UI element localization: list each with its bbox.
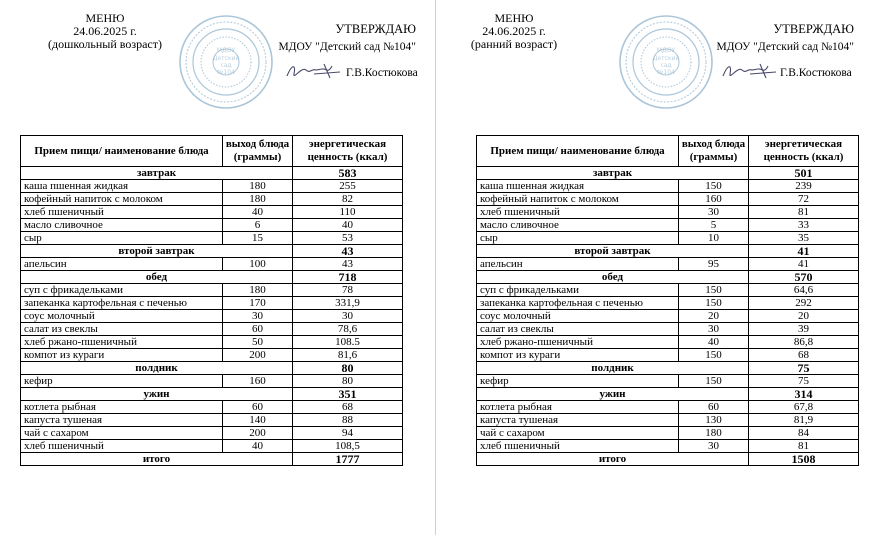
dish-yield: 150 <box>679 180 749 193</box>
dish-kcal: 43 <box>293 258 403 271</box>
dish-row <box>477 375 859 388</box>
dish-name: апельсин <box>21 258 223 271</box>
dish-name: кефир <box>21 375 223 388</box>
dish-row <box>477 206 859 219</box>
dish-yield: 50 <box>223 336 293 349</box>
grand-total-value: 1777 <box>293 453 403 466</box>
dish-name: чай с сахаром <box>21 427 223 440</box>
round-seal-stamp <box>178 14 274 110</box>
dish-name: суп с фрикадельками <box>21 284 223 297</box>
dish-name: капуста тушеная <box>21 414 223 427</box>
dish-row <box>477 323 859 336</box>
dish-yield: 30 <box>679 206 749 219</box>
meal-name: обед <box>477 271 749 284</box>
dish-yield: 95 <box>679 258 749 271</box>
dish-row <box>477 401 859 414</box>
dish-kcal: 86,8 <box>749 336 859 349</box>
meal-total-kcal: 80 <box>293 362 403 375</box>
dish-yield: 180 <box>679 427 749 440</box>
meal-name: завтрак <box>21 167 293 180</box>
svg-text:Детский: Детский <box>652 55 680 62</box>
dish-row <box>21 310 403 323</box>
meal-section-row <box>477 167 859 180</box>
meal-total-kcal: 501 <box>749 167 859 180</box>
column-header-dish: Прием пищи/ наименование блюда <box>477 136 679 167</box>
dish-yield: 20 <box>679 310 749 323</box>
dish-row <box>477 310 859 323</box>
dish-kcal: 30 <box>293 310 403 323</box>
column-header-yield: выход блюда (граммы) <box>223 136 293 167</box>
dish-kcal: 75 <box>749 375 859 388</box>
dish-name: сыр <box>21 232 223 245</box>
dish-kcal: 82 <box>293 193 403 206</box>
dish-name: соус молочный <box>477 310 679 323</box>
dish-yield: 30 <box>223 310 293 323</box>
dish-yield: 150 <box>679 297 749 310</box>
svg-text:Детский: Детский <box>212 55 240 62</box>
meal-name: второй завтрак <box>21 245 293 258</box>
column-header-yield: выход блюда (граммы) <box>679 136 749 167</box>
dish-row <box>21 219 403 232</box>
dish-kcal: 84 <box>749 427 859 440</box>
dish-yield: 150 <box>679 349 749 362</box>
menu-age-group: (дошкольный возраст) <box>48 37 162 51</box>
dish-row <box>21 349 403 362</box>
approval-label: УТВЕРЖДАЮ <box>335 22 416 36</box>
svg-text:МДОУ: МДОУ <box>656 47 676 54</box>
dish-name: салат из свеклы <box>21 323 223 336</box>
dish-yield: 180 <box>223 284 293 297</box>
dish-row <box>477 180 859 193</box>
dish-kcal: 64,6 <box>749 284 859 297</box>
dish-yield: 150 <box>679 284 749 297</box>
meal-section-row <box>21 167 403 180</box>
dish-name: запеканка картофельная с печенью <box>477 297 679 310</box>
dish-kcal: 39 <box>749 323 859 336</box>
meal-total-kcal: 583 <box>293 167 403 180</box>
dish-name: хлеб ржано-пшеничный <box>21 336 223 349</box>
dish-yield: 30 <box>679 323 749 336</box>
dish-name: каша пшенная жидкая <box>21 180 223 193</box>
dish-name: апельсин <box>477 258 679 271</box>
dish-row <box>477 336 859 349</box>
dish-name: компот из кураги <box>477 349 679 362</box>
dish-kcal: 88 <box>293 414 403 427</box>
dish-kcal: 81 <box>749 206 859 219</box>
meal-total-kcal: 351 <box>293 388 403 401</box>
dish-row <box>21 284 403 297</box>
approval-label: УТВЕРЖДАЮ <box>773 22 854 36</box>
menu-sheet-early-age <box>440 0 884 535</box>
dish-yield: 10 <box>679 232 749 245</box>
dish-row <box>477 219 859 232</box>
dish-row <box>21 206 403 219</box>
menu-table <box>20 135 403 466</box>
meal-total-kcal: 75 <box>749 362 859 375</box>
dish-kcal: 40 <box>293 219 403 232</box>
menu-table <box>476 135 859 466</box>
dish-yield: 200 <box>223 349 293 362</box>
grand-total-row <box>477 453 859 466</box>
dish-kcal: 67,8 <box>749 401 859 414</box>
meal-name: завтрак <box>477 167 749 180</box>
signer-name: Г.В.Костюкова <box>780 67 852 79</box>
dish-row <box>21 258 403 271</box>
menu-title: МЕНЮ <box>494 11 534 25</box>
round-seal-stamp <box>618 14 714 110</box>
meal-section-row <box>21 245 403 258</box>
grand-total-label: итого <box>21 453 293 466</box>
approval-block <box>270 22 416 53</box>
dish-name: салат из свеклы <box>477 323 679 336</box>
column-header-energy: энергетическая ценность (ккал) <box>293 136 403 167</box>
dish-yield: 100 <box>223 258 293 271</box>
menu-age-group: (ранний возраст) <box>470 37 558 51</box>
dish-row <box>477 297 859 310</box>
dish-kcal: 68 <box>749 349 859 362</box>
column-header-dish: Прием пищи/ наименование блюда <box>21 136 223 167</box>
menu-header <box>40 12 170 51</box>
organization-name: МДОУ "Детский сад №104" <box>278 41 416 53</box>
dish-name: сыр <box>477 232 679 245</box>
dish-kcal: 80 <box>293 375 403 388</box>
meal-total-kcal: 43 <box>293 245 403 258</box>
meal-section-row <box>21 388 403 401</box>
dish-kcal: 53 <box>293 232 403 245</box>
dish-kcal: 41 <box>749 258 859 271</box>
column-header-energy: энергетическая ценность (ккал) <box>749 136 859 167</box>
dish-name: кофейный напиток с молоком <box>477 193 679 206</box>
signature <box>720 60 780 82</box>
dish-row <box>477 232 859 245</box>
dish-kcal: 255 <box>293 180 403 193</box>
meal-name: второй завтрак <box>477 245 749 258</box>
meal-total-kcal: 41 <box>749 245 859 258</box>
dish-yield: 40 <box>223 206 293 219</box>
meal-name: полдник <box>477 362 749 375</box>
menu-header <box>454 12 574 51</box>
meal-section-row <box>477 362 859 375</box>
dish-yield: 160 <box>679 193 749 206</box>
grand-total-label: итого <box>477 453 749 466</box>
dish-row <box>21 232 403 245</box>
svg-text:сад: сад <box>220 62 232 69</box>
dish-yield: 180 <box>223 180 293 193</box>
dish-name: хлеб пшеничный <box>477 440 679 453</box>
grand-total-value: 1508 <box>749 453 859 466</box>
dish-row <box>477 440 859 453</box>
dish-yield: 160 <box>223 375 293 388</box>
menu-date: 24.06.2025 г. <box>73 24 137 38</box>
dish-kcal: 292 <box>749 297 859 310</box>
dish-name: чай с сахаром <box>477 427 679 440</box>
dish-name: капуста тушеная <box>477 414 679 427</box>
dish-row <box>477 427 859 440</box>
dish-yield: 130 <box>679 414 749 427</box>
meal-section-row <box>21 362 403 375</box>
dish-name: хлеб ржано-пшеничный <box>477 336 679 349</box>
dish-kcal: 33 <box>749 219 859 232</box>
dish-kcal: 94 <box>293 427 403 440</box>
meal-name: обед <box>21 271 293 284</box>
dish-row <box>21 323 403 336</box>
dish-kcal: 110 <box>293 206 403 219</box>
dish-row <box>21 440 403 453</box>
dish-name: хлеб пшеничный <box>21 206 223 219</box>
organization-name: МДОУ "Детский сад №104" <box>716 41 854 53</box>
dish-name: котлета рыбная <box>477 401 679 414</box>
signature <box>284 60 344 82</box>
svg-text:сад: сад <box>660 62 672 69</box>
menu-title: МЕНЮ <box>85 11 125 25</box>
dish-yield: 60 <box>223 401 293 414</box>
dish-kcal: 20 <box>749 310 859 323</box>
dish-name: соус молочный <box>21 310 223 323</box>
dish-row <box>21 297 403 310</box>
svg-text:МДОУ: МДОУ <box>216 47 236 54</box>
svg-text:№104: №104 <box>217 69 235 76</box>
dish-kcal: 331,9 <box>293 297 403 310</box>
dish-kcal: 35 <box>749 232 859 245</box>
meal-section-row <box>477 388 859 401</box>
dish-name: масло сливочное <box>21 219 223 232</box>
dish-name: каша пшенная жидкая <box>477 180 679 193</box>
dish-yield: 30 <box>679 440 749 453</box>
grand-total-row <box>21 453 403 466</box>
meal-name: полдник <box>21 362 293 375</box>
dish-name: хлеб пшеничный <box>477 206 679 219</box>
dish-name: кофейный напиток с молоком <box>21 193 223 206</box>
dish-row <box>477 284 859 297</box>
dish-kcal: 68 <box>293 401 403 414</box>
meal-total-kcal: 570 <box>749 271 859 284</box>
dish-kcal: 78 <box>293 284 403 297</box>
dish-yield: 150 <box>679 375 749 388</box>
dish-yield: 15 <box>223 232 293 245</box>
dish-kcal: 78,6 <box>293 323 403 336</box>
signer-name: Г.В.Костюкова <box>346 67 418 79</box>
dish-row <box>477 414 859 427</box>
dish-kcal: 72 <box>749 193 859 206</box>
dish-yield: 60 <box>223 323 293 336</box>
dish-yield: 6 <box>223 219 293 232</box>
dish-kcal: 81 <box>749 440 859 453</box>
menu-sheet-preschool <box>0 0 436 535</box>
dish-row <box>21 180 403 193</box>
meal-total-kcal: 314 <box>749 388 859 401</box>
dish-yield: 40 <box>223 440 293 453</box>
meal-name: ужин <box>21 388 293 401</box>
dish-kcal: 81,9 <box>749 414 859 427</box>
dish-yield: 5 <box>679 219 749 232</box>
dish-name: хлеб пшеничный <box>21 440 223 453</box>
dish-yield: 60 <box>679 401 749 414</box>
dish-row <box>21 414 403 427</box>
dish-kcal: 239 <box>749 180 859 193</box>
dish-name: кефир <box>477 375 679 388</box>
dish-row <box>21 375 403 388</box>
dish-kcal: 108,5 <box>293 440 403 453</box>
dish-yield: 40 <box>679 336 749 349</box>
dish-yield: 200 <box>223 427 293 440</box>
approval-block <box>708 22 854 53</box>
dish-kcal: 108.5 <box>293 336 403 349</box>
dish-row <box>477 349 859 362</box>
meal-section-row <box>21 271 403 284</box>
dish-yield: 180 <box>223 193 293 206</box>
meal-section-row <box>477 271 859 284</box>
dish-row <box>21 193 403 206</box>
dish-row <box>477 258 859 271</box>
dish-row <box>477 193 859 206</box>
meal-total-kcal: 718 <box>293 271 403 284</box>
dish-name: запеканка картофельная с печенью <box>21 297 223 310</box>
dish-name: суп с фрикадельками <box>477 284 679 297</box>
dish-name: компот из кураги <box>21 349 223 362</box>
svg-text:№104: №104 <box>657 69 675 76</box>
dish-row <box>21 427 403 440</box>
dish-kcal: 81,6 <box>293 349 403 362</box>
dish-name: масло сливочное <box>477 219 679 232</box>
dish-yield: 170 <box>223 297 293 310</box>
dish-name: котлета рыбная <box>21 401 223 414</box>
menu-date: 24.06.2025 г. <box>482 24 546 38</box>
dish-row <box>21 336 403 349</box>
dish-row <box>21 401 403 414</box>
meal-name: ужин <box>477 388 749 401</box>
meal-section-row <box>477 245 859 258</box>
dish-yield: 140 <box>223 414 293 427</box>
